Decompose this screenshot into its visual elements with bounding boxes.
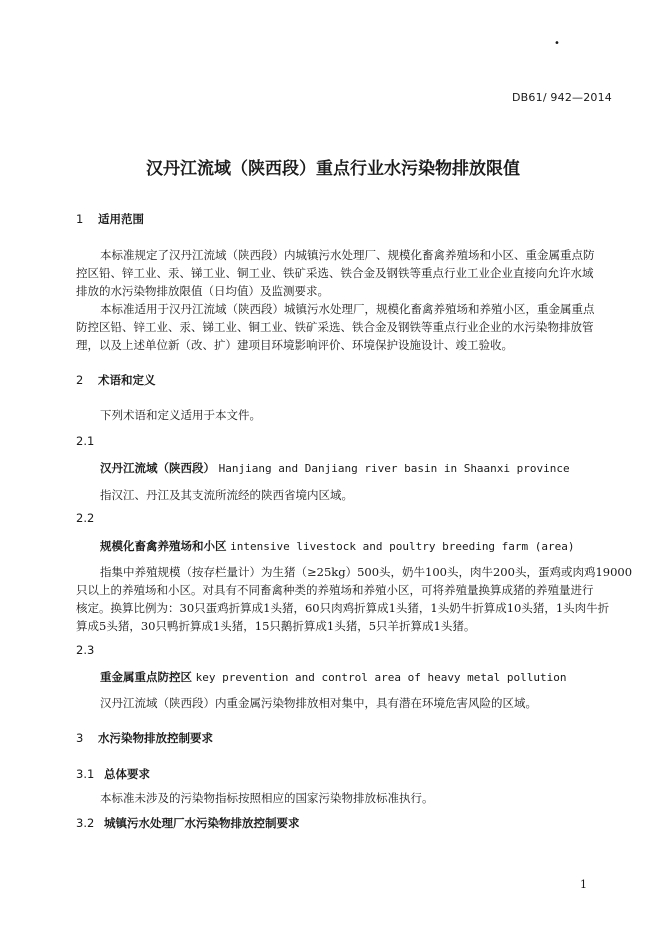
definition-line: 算成5头猪，30只鸭折算成1头猪，15只鹅折算成1头猪，5只羊折算成1头猪。 bbox=[76, 619, 476, 633]
term-number: 2.2 bbox=[76, 511, 95, 525]
subsection-text: 本标准未涉及的污染物指标按照相应的国家污染物排放标准执行。 bbox=[100, 791, 434, 805]
section-intro: 下列术语和定义适用于本文件。 bbox=[100, 408, 261, 422]
term-cn: 规模化畜禽养殖场和小区 bbox=[100, 539, 227, 553]
header-mark: • bbox=[554, 38, 560, 49]
paragraph-line: 防控区铅、锌工业、汞、锑工业、铜工业、铁矿采选、铁合金及钢铁等重点行业企业的水污染物排放管 bbox=[76, 320, 594, 334]
term-number: 2.3 bbox=[76, 643, 95, 657]
standard-code: DB61/ 942—2014 bbox=[512, 91, 613, 104]
section-1-heading bbox=[76, 211, 144, 227]
paragraph-line: 理，以及上述单位新（改、扩）建项目环境影响评价、环境保护设施设计、竣工验收。 bbox=[76, 338, 513, 352]
page-number: 1 bbox=[580, 878, 587, 891]
section-number: 2 bbox=[76, 373, 84, 387]
subsection-title: 城镇污水处理厂水污染物排放控制要求 bbox=[104, 816, 300, 830]
section-number: 3 bbox=[76, 731, 84, 745]
paragraph-line: 本标准规定了汉丹江流域（陕西段）内城镇污水处理厂、规模化畜禽养殖场和小区、重金属重点防 bbox=[100, 248, 595, 262]
section-title: 水污染物排放控制要求 bbox=[98, 731, 213, 745]
subsection-title: 总体要求 bbox=[104, 767, 150, 781]
subsection-number: 3.1 bbox=[76, 767, 95, 781]
paragraph-line: 控区铅、锌工业、汞、锑工业、铜工业、铁矿采选、铁合金及钢铁等重点行业工业企业直接向允许水域 bbox=[76, 266, 594, 280]
subsection-3-1-heading bbox=[76, 766, 150, 782]
paragraph-line: 本标准适用于汉丹江流域（陕西段）城镇污水处理厂，规模化畜禽养殖场和养殖小区，重金属重点 bbox=[100, 302, 595, 316]
subsection-number: 3.2 bbox=[76, 816, 95, 830]
definition-line: 只以上的养殖场和小区。对具有不同畜禽种类的养殖场和养殖小区，可将养殖量换算成猪的养殖量进行 bbox=[76, 583, 594, 597]
section-number: 1 bbox=[76, 212, 84, 226]
term-definition: 指汉江、丹江及其支流所流经的陕西省境内区域。 bbox=[100, 488, 353, 502]
term-cn: 汉丹江流域（陕西段） bbox=[100, 461, 215, 475]
definition-line: 指集中养殖规模（按存栏量计）为生猪（≥25kg）500头，奶牛100头，肉牛200头，蛋鸡或肉鸡19000 bbox=[100, 565, 633, 579]
term-en: Hanjiang and Danjiang river basin in Shaanxi province bbox=[218, 462, 570, 475]
term-number: 2.1 bbox=[76, 434, 95, 448]
subsection-3-2-heading bbox=[76, 815, 300, 831]
paragraph-line: 排放的水污染物排放限值（日均值）及监测要求。 bbox=[76, 284, 329, 298]
term-2-3 bbox=[100, 669, 567, 685]
term-en: intensive livestock and poultry breeding farm (area) bbox=[230, 540, 575, 553]
section-title: 术语和定义 bbox=[98, 373, 156, 387]
definition-line: 核定。换算比例为：30只蛋鸡折算成1头猪，60只肉鸡折算成1头猪，1头奶牛折算成10头猪，1头肉牛折 bbox=[76, 601, 610, 615]
section-3-heading bbox=[76, 730, 213, 746]
term-en: key prevention and control area of heavy metal pollution bbox=[195, 671, 567, 684]
term-2-2 bbox=[100, 538, 575, 554]
term-definition: 汉丹江流域（陕西段）内重金属污染物排放相对集中，具有潜在环境危害风险的区域。 bbox=[100, 696, 537, 710]
term-cn: 重金属重点防控区 bbox=[100, 670, 192, 684]
section-2-heading bbox=[76, 372, 156, 388]
section-title: 适用范围 bbox=[98, 212, 144, 226]
term-2-1 bbox=[100, 460, 570, 476]
document-title: 汉丹江流域（陕西段）重点行业水污染物排放限值 bbox=[146, 159, 520, 179]
